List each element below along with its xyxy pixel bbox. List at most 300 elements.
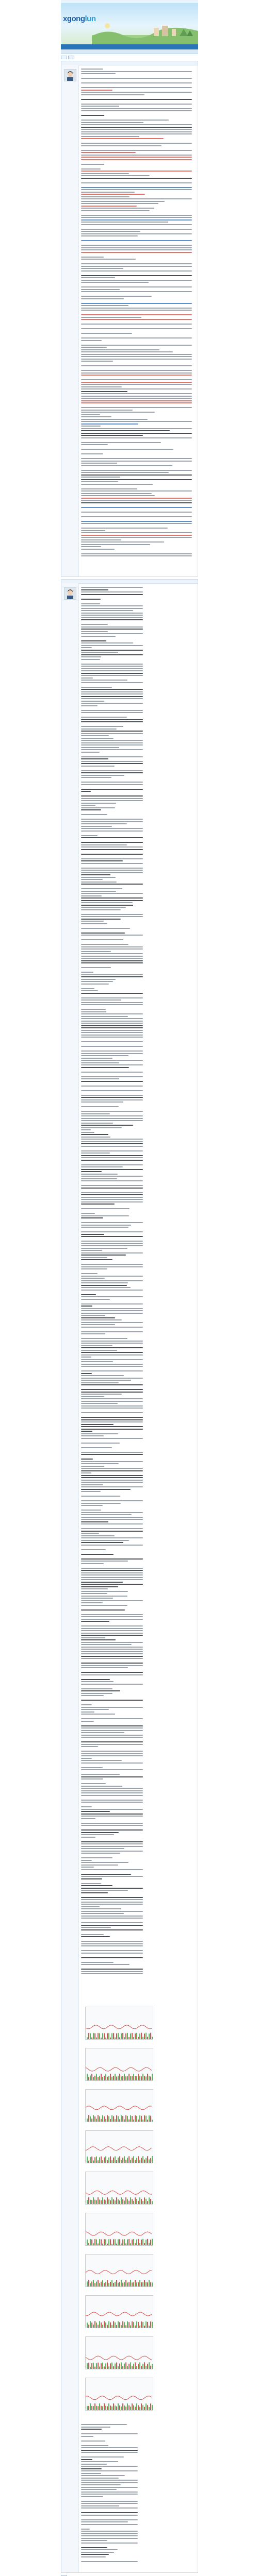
text-line bbox=[81, 1809, 143, 1810]
post-2-header bbox=[61, 580, 198, 584]
text-line bbox=[81, 659, 100, 660]
text-line bbox=[81, 1885, 112, 1886]
text-line bbox=[81, 1811, 110, 1812]
text-line bbox=[81, 249, 192, 250]
text-line bbox=[81, 608, 143, 609]
text-line bbox=[81, 388, 192, 389]
text-line bbox=[81, 1806, 92, 1807]
text-line bbox=[81, 1438, 143, 1439]
embedded-chart-image bbox=[85, 2130, 153, 2163]
embedded-chart-image bbox=[85, 2213, 153, 2246]
text-line bbox=[81, 1916, 143, 1917]
text-line bbox=[81, 902, 133, 903]
text-line bbox=[81, 1285, 127, 1286]
text-line bbox=[81, 2496, 103, 2497]
text-line bbox=[81, 677, 93, 679]
text-line bbox=[81, 1700, 143, 1701]
text-line bbox=[81, 605, 143, 606]
text-line bbox=[81, 507, 192, 508]
text-line bbox=[81, 206, 137, 207]
text-line bbox=[81, 266, 192, 267]
text-line bbox=[81, 537, 192, 538]
text-line bbox=[81, 477, 120, 478]
text-line bbox=[81, 1364, 143, 1365]
text-line bbox=[81, 1672, 143, 1673]
text-line bbox=[81, 1086, 143, 1087]
text-line bbox=[81, 1823, 143, 1824]
text-line bbox=[81, 1653, 143, 1654]
text-line bbox=[81, 858, 143, 859]
text-line bbox=[81, 1674, 143, 1675]
text-line bbox=[81, 168, 101, 170]
text-line bbox=[81, 453, 103, 454]
text-line bbox=[81, 962, 143, 963]
text-line bbox=[81, 106, 119, 107]
text-line bbox=[81, 1463, 119, 1464]
post-1-avatar[interactable] bbox=[64, 69, 76, 81]
text-line bbox=[81, 619, 143, 620]
text-line bbox=[81, 1936, 110, 1937]
text-line bbox=[81, 877, 116, 878]
text-line bbox=[81, 1143, 143, 1144]
text-line bbox=[81, 145, 162, 146]
text-line bbox=[81, 402, 192, 403]
text-line bbox=[81, 328, 192, 329]
text-line bbox=[81, 863, 143, 864]
text-line bbox=[81, 461, 192, 462]
text-line bbox=[81, 775, 124, 776]
text-line bbox=[81, 1929, 143, 1930]
text-line bbox=[81, 1616, 143, 1617]
text-line bbox=[81, 726, 123, 727]
text-line bbox=[81, 333, 132, 334]
text-line bbox=[81, 2484, 121, 2485]
text-line bbox=[81, 1598, 113, 1599]
text-line bbox=[81, 1528, 143, 1529]
text-line bbox=[81, 1918, 143, 1919]
text-line bbox=[81, 410, 133, 411]
text-line bbox=[81, 763, 143, 764]
text-line bbox=[81, 1319, 122, 1320]
text-line bbox=[81, 1762, 143, 1764]
text-line bbox=[81, 1303, 143, 1304]
text-line bbox=[81, 984, 109, 985]
text-line bbox=[81, 1725, 143, 1726]
post-1 bbox=[61, 61, 198, 577]
avatar-icon bbox=[64, 588, 76, 599]
text-line bbox=[81, 1315, 105, 1316]
text-line bbox=[81, 633, 143, 634]
text-line bbox=[81, 1199, 143, 1200]
post-2-avatar[interactable] bbox=[64, 587, 76, 600]
text-line bbox=[81, 291, 192, 292]
text-line bbox=[81, 1846, 143, 1847]
text-line bbox=[81, 1542, 123, 1543]
text-line bbox=[81, 772, 143, 773]
text-line bbox=[81, 303, 192, 304]
text-line bbox=[81, 1035, 143, 1036]
text-line bbox=[81, 617, 143, 618]
text-line bbox=[81, 1783, 106, 1784]
text-line bbox=[81, 398, 192, 399]
text-line bbox=[81, 1188, 143, 1189]
text-line bbox=[81, 553, 192, 554]
text-line bbox=[81, 1313, 143, 1314]
text-line bbox=[81, 400, 192, 401]
text-line bbox=[81, 138, 164, 139]
text-line bbox=[81, 705, 98, 706]
text-line bbox=[81, 259, 136, 260]
text-line bbox=[81, 826, 112, 827]
text-line bbox=[81, 1150, 143, 1151]
text-line bbox=[81, 2543, 138, 2544]
text-line bbox=[81, 2450, 138, 2451]
text-line bbox=[81, 2475, 125, 2476]
text-line bbox=[81, 1259, 112, 1260]
text-line bbox=[81, 731, 143, 732]
avatar-icon bbox=[64, 70, 76, 81]
text-line bbox=[81, 914, 143, 915]
text-line bbox=[81, 1577, 143, 1578]
text-line bbox=[81, 500, 192, 501]
text-line bbox=[81, 1055, 128, 1056]
text-line bbox=[81, 1294, 96, 1295]
text-line bbox=[81, 541, 164, 543]
embedded-chart-image bbox=[85, 2089, 153, 2122]
text-line bbox=[81, 1593, 107, 1594]
text-line bbox=[81, 1707, 143, 1708]
text-line bbox=[81, 1776, 143, 1777]
text-line bbox=[81, 591, 143, 592]
text-line bbox=[81, 229, 192, 230]
text-line bbox=[81, 2501, 138, 2502]
text-line bbox=[81, 1913, 124, 1914]
text-line bbox=[81, 758, 108, 759]
text-line bbox=[81, 668, 143, 669]
text-line bbox=[81, 1510, 101, 1511]
text-line bbox=[81, 308, 192, 309]
text-line bbox=[81, 192, 135, 193]
text-line bbox=[81, 437, 192, 438]
text-line bbox=[81, 1016, 128, 1017]
text-line bbox=[81, 1647, 143, 1648]
text-line bbox=[81, 1630, 143, 1631]
text-line bbox=[81, 928, 130, 929]
text-line bbox=[81, 1563, 104, 1564]
text-line bbox=[81, 349, 159, 350]
text-line bbox=[81, 484, 153, 485]
text-line bbox=[81, 805, 95, 806]
text-line bbox=[81, 1067, 129, 1068]
text-line bbox=[81, 673, 143, 674]
text-line bbox=[81, 530, 105, 531]
text-line bbox=[81, 626, 143, 628]
text-line bbox=[81, 784, 143, 785]
text-line bbox=[81, 717, 127, 718]
text-line bbox=[81, 1341, 143, 1342]
text-line bbox=[81, 1943, 143, 1944]
text-line bbox=[81, 2512, 138, 2513]
text-line bbox=[81, 1378, 143, 1379]
text-line bbox=[81, 523, 192, 524]
text-line bbox=[81, 1062, 119, 1063]
text-line bbox=[81, 1097, 143, 1098]
text-line bbox=[81, 1477, 143, 1478]
text-line bbox=[81, 1644, 132, 1645]
text-line bbox=[81, 951, 111, 952]
text-line bbox=[81, 384, 192, 385]
text-line bbox=[81, 210, 150, 211]
text-line bbox=[81, 976, 143, 977]
text-line bbox=[81, 670, 143, 671]
text-line bbox=[81, 1709, 109, 1710]
text-line bbox=[81, 1746, 98, 1747]
text-line bbox=[81, 423, 138, 425]
text-line bbox=[81, 997, 143, 998]
text-line bbox=[81, 664, 143, 665]
text-line bbox=[81, 1853, 120, 1854]
text-line bbox=[81, 1213, 95, 1214]
text-line bbox=[81, 1317, 115, 1318]
text-line bbox=[81, 1876, 143, 1877]
text-line bbox=[81, 1350, 117, 1351]
text-line bbox=[81, 1106, 119, 1107]
text-line bbox=[81, 999, 121, 1001]
text-line bbox=[81, 1282, 128, 1283]
text-line bbox=[81, 872, 143, 873]
text-line bbox=[81, 2480, 138, 2481]
text-line bbox=[81, 1790, 143, 1791]
text-line bbox=[81, 1600, 143, 1601]
text-line bbox=[81, 92, 192, 93]
text-line bbox=[81, 1185, 143, 1186]
text-line bbox=[81, 481, 118, 482]
text-line bbox=[81, 1904, 143, 1905]
text-line bbox=[81, 2452, 138, 2453]
text-line bbox=[81, 879, 103, 880]
text-line bbox=[81, 1408, 143, 1409]
text-line bbox=[81, 2478, 119, 2479]
text-line bbox=[81, 650, 143, 651]
text-line bbox=[81, 1486, 143, 1487]
text-line bbox=[81, 1792, 143, 1793]
text-line bbox=[81, 546, 101, 547]
site-logo[interactable]: xgonglun bbox=[63, 14, 96, 23]
text-line bbox=[81, 1433, 118, 1434]
text-line bbox=[81, 1174, 118, 1175]
text-line bbox=[81, 1969, 143, 1970]
post-1-author-name[interactable] bbox=[62, 66, 77, 68]
embedded-chart-image bbox=[85, 2295, 153, 2328]
text-line bbox=[81, 1037, 143, 1038]
text-line bbox=[81, 1658, 143, 1659]
text-line bbox=[81, 1500, 143, 1501]
text-line bbox=[81, 1906, 100, 1907]
text-line bbox=[81, 1619, 143, 1620]
text-line bbox=[81, 159, 192, 160]
embedded-chart-image bbox=[85, 2254, 153, 2287]
text-line bbox=[81, 1711, 94, 1713]
text-line bbox=[81, 1897, 143, 1898]
text-line bbox=[81, 1514, 132, 1515]
text-line bbox=[81, 528, 168, 529]
text-line bbox=[81, 1496, 120, 1497]
text-line bbox=[81, 247, 192, 248]
text-line bbox=[81, 1178, 117, 1179]
text-line bbox=[81, 1533, 99, 1534]
text-line bbox=[81, 689, 143, 690]
text-line bbox=[81, 1908, 121, 1909]
text-line bbox=[81, 687, 112, 688]
text-line bbox=[81, 1002, 143, 1003]
text-line bbox=[81, 1076, 143, 1077]
text-line bbox=[81, 1718, 143, 1719]
text-line bbox=[81, 104, 192, 105]
text-line bbox=[81, 860, 123, 861]
text-line bbox=[81, 1941, 143, 1942]
text-line bbox=[81, 2521, 128, 2522]
text-line bbox=[81, 1466, 104, 1467]
text-line bbox=[81, 2556, 106, 2557]
text-line bbox=[81, 749, 143, 750]
text-line bbox=[81, 108, 192, 109]
text-line bbox=[81, 1584, 143, 1585]
text-line bbox=[81, 1635, 143, 1636]
text-line bbox=[81, 539, 121, 540]
text-line bbox=[81, 814, 107, 815]
text-line bbox=[81, 435, 143, 436]
text-line bbox=[81, 1867, 94, 1868]
text-line bbox=[81, 979, 116, 980]
text-line bbox=[81, 275, 192, 276]
text-line bbox=[81, 990, 98, 991]
text-line bbox=[81, 87, 192, 88]
text-line bbox=[81, 1695, 104, 1696]
text-line bbox=[81, 849, 143, 850]
text-line bbox=[81, 823, 127, 824]
text-line bbox=[81, 944, 128, 945]
text-line bbox=[81, 1688, 112, 1689]
text-line bbox=[81, 1482, 143, 1483]
text-line bbox=[81, 1786, 122, 1787]
text-line bbox=[81, 359, 192, 360]
text-line bbox=[81, 1735, 143, 1736]
text-line bbox=[81, 1649, 143, 1650]
text-line bbox=[81, 127, 192, 128]
text-line bbox=[81, 219, 192, 221]
text-line bbox=[81, 393, 192, 394]
text-line bbox=[81, 1027, 143, 1028]
text-line bbox=[81, 791, 91, 792]
text-line bbox=[81, 1403, 118, 1404]
text-line bbox=[81, 1911, 143, 1912]
text-line bbox=[81, 488, 137, 489]
text-line bbox=[81, 1273, 98, 1274]
text-line bbox=[81, 821, 143, 822]
text-line bbox=[81, 549, 115, 550]
text-line bbox=[81, 682, 143, 683]
text-line bbox=[81, 2466, 138, 2467]
text-line bbox=[81, 1558, 143, 1560]
text-line bbox=[81, 742, 143, 743]
text-line bbox=[81, 1769, 143, 1770]
text-line bbox=[81, 589, 108, 590]
text-line bbox=[81, 340, 102, 341]
text-line bbox=[81, 217, 192, 218]
text-line bbox=[81, 1009, 106, 1010]
text-line bbox=[81, 2554, 109, 2555]
text-line bbox=[81, 795, 143, 796]
text-line bbox=[81, 1751, 143, 1752]
text-line bbox=[81, 498, 192, 499]
text-line bbox=[81, 175, 150, 176]
text-line bbox=[81, 1394, 122, 1395]
text-line bbox=[81, 1816, 143, 1817]
text-line bbox=[81, 2531, 138, 2532]
text-line bbox=[81, 133, 192, 134]
text-line bbox=[81, 1137, 110, 1138]
text-line bbox=[81, 629, 143, 630]
text-line bbox=[81, 1331, 143, 1332]
text-line bbox=[81, 1545, 143, 1546]
text-line bbox=[81, 782, 143, 783]
text-line bbox=[81, 916, 143, 917]
text-line bbox=[81, 603, 100, 604]
forum-shell bbox=[61, 0, 198, 2576]
text-line bbox=[81, 2535, 138, 2536]
text-line bbox=[81, 981, 113, 982]
text-line bbox=[81, 516, 192, 517]
text-line bbox=[81, 1127, 122, 1128]
text-line bbox=[81, 495, 155, 496]
text-line bbox=[81, 1072, 143, 1073]
text-line bbox=[81, 1421, 143, 1422]
text-line bbox=[81, 1767, 103, 1768]
text-line bbox=[81, 386, 122, 387]
text-line bbox=[81, 2489, 117, 2490]
text-line bbox=[81, 1041, 143, 1042]
text-line bbox=[81, 1834, 114, 1835]
text-line bbox=[81, 1243, 143, 1244]
text-line bbox=[81, 449, 173, 450]
text-line bbox=[81, 2461, 118, 2462]
text-line bbox=[81, 532, 192, 533]
text-line bbox=[81, 1115, 143, 1116]
text-line bbox=[81, 837, 143, 838]
text-line bbox=[81, 1123, 113, 1124]
text-line bbox=[81, 1778, 103, 1780]
text-line bbox=[81, 479, 192, 480]
text-line bbox=[81, 891, 116, 892]
text-line bbox=[81, 2503, 138, 2504]
text-line bbox=[81, 1927, 111, 1928]
text-line bbox=[81, 2470, 138, 2471]
text-line bbox=[81, 2459, 92, 2460]
text-line bbox=[81, 1721, 94, 1722]
text-line bbox=[81, 1375, 124, 1376]
text-line bbox=[81, 337, 192, 338]
text-line bbox=[81, 356, 192, 357]
text-line bbox=[81, 809, 101, 810]
text-line bbox=[81, 1120, 143, 1121]
text-line bbox=[81, 1382, 119, 1383]
text-line bbox=[81, 1480, 143, 1481]
text-line bbox=[81, 1957, 143, 1958]
text-line bbox=[81, 777, 111, 778]
breadcrumb-bar bbox=[61, 49, 198, 54]
text-line bbox=[81, 1011, 106, 1012]
text-line bbox=[81, 1370, 143, 1371]
